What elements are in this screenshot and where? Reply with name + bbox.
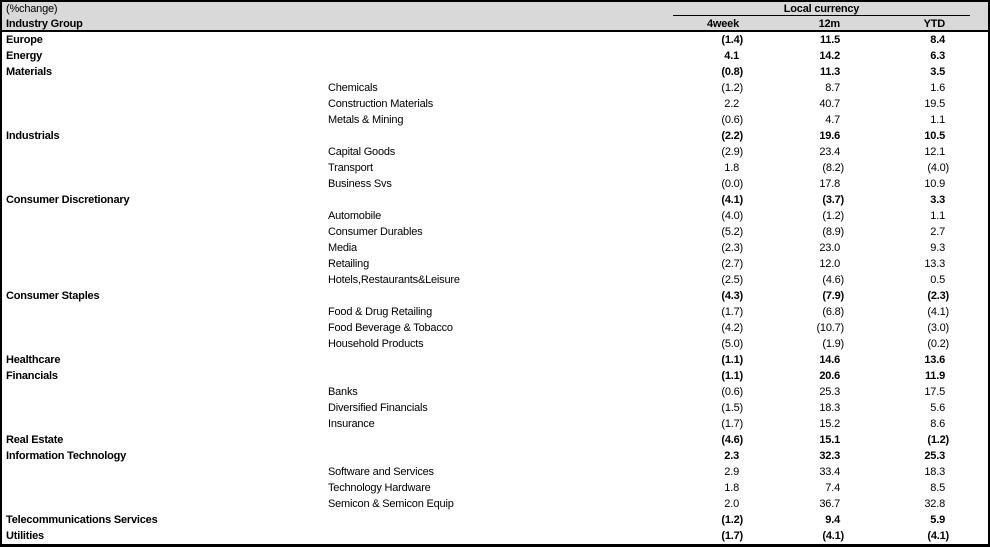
value-cell-12m: 36.7 [819, 498, 840, 510]
table-row [2, 512, 988, 528]
header-spacer [953, 17, 988, 32]
value-cell-4week: (4.3) [721, 290, 743, 302]
table-row [2, 80, 988, 96]
row-spacer [953, 128, 988, 144]
value-cell-ytd: 25.3 [924, 450, 945, 462]
value-cell-4week: (2.5) [721, 274, 743, 286]
value-cell-4week: (4.2) [721, 322, 743, 334]
table-row [2, 112, 988, 128]
industry-group-cell: Telecommunications Services [6, 514, 158, 526]
value-cell-ytd: 10.5 [924, 130, 945, 142]
row-spacer [953, 96, 988, 112]
sub-industry-cell: Automobile [328, 210, 382, 222]
value-cell-4week: (2.9) [721, 146, 743, 158]
sub-industry-cell: Hotels,Restaurants&Leisure [328, 274, 460, 286]
value-cell-ytd: 8.6 [930, 418, 945, 430]
table-body [2, 32, 988, 544]
sub-industry-cell: Semicon & Semicon Equip [328, 498, 454, 510]
local-currency-group-header [673, 2, 970, 16]
sub-industry-cell: Technology Hardware [328, 482, 431, 494]
value-cell-ytd: 9.3 [930, 242, 945, 254]
table-row [2, 176, 988, 192]
value-cell-4week: (1.7) [721, 306, 743, 318]
value-cell-12m: (6.8) [822, 306, 844, 318]
value-cell-4week: (5.2) [721, 226, 743, 238]
table-row [2, 416, 988, 432]
row-spacer [953, 368, 988, 384]
table-row [2, 160, 988, 176]
value-cell-ytd: 1.6 [930, 82, 945, 94]
value-cell-ytd: 1.1 [930, 210, 945, 222]
value-cell-12m: (1.2) [822, 210, 844, 222]
value-cell-ytd: 6.3 [930, 50, 945, 62]
value-cell-4week: (0.6) [721, 114, 743, 126]
sub-industry-cell: Retailing [328, 258, 370, 270]
value-cell-12m: 14.6 [819, 354, 840, 366]
value-cell-12m: 15.2 [819, 418, 840, 430]
value-cell-12m: 8.7 [825, 82, 840, 94]
row-spacer [953, 64, 988, 80]
industry-group-column-header: Industry Group [6, 18, 83, 30]
row-spacer [953, 112, 988, 128]
value-cell-12m: 11.5 [819, 34, 840, 46]
sub-industry-cell: Metals & Mining [328, 114, 404, 126]
sub-industry-cell: Capital Goods [328, 146, 396, 158]
sub-industry-cell: Household Products [328, 338, 424, 350]
table-row [2, 400, 988, 416]
table-row [2, 528, 988, 544]
value-cell-ytd: 0.5 [930, 274, 945, 286]
value-cell-4week: 2.0 [724, 498, 739, 510]
row-spacer [953, 176, 988, 192]
industry-group-cell: Consumer Staples [6, 290, 100, 302]
value-cell-12m: 23.0 [819, 242, 840, 254]
value-cell-12m: 14.2 [819, 50, 840, 62]
industry-group-cell: Utilities [6, 530, 44, 542]
row-spacer [953, 400, 988, 416]
table-row [2, 48, 988, 64]
value-cell-12m: 20.6 [819, 370, 840, 382]
row-spacer [953, 144, 988, 160]
value-cell-12m: 18.3 [819, 402, 840, 414]
row-spacer [953, 272, 988, 288]
value-cell-12m: 11.3 [819, 66, 840, 78]
value-cell-12m: 4.7 [825, 114, 840, 126]
value-cell-12m: (7.9) [822, 290, 844, 302]
table-row [2, 128, 988, 144]
sub-industry-cell: Construction Materials [328, 98, 434, 110]
value-cell-ytd: 5.9 [930, 514, 945, 526]
value-cell-ytd: 3.3 [930, 194, 945, 206]
percent-change-label: (%change) [6, 3, 58, 15]
value-cell-ytd: (1.2) [927, 434, 949, 446]
value-cell-ytd: 1.1 [930, 114, 945, 126]
value-cell-ytd: 8.4 [930, 34, 945, 46]
table-header [2, 2, 988, 32]
column-header-12m: 12m [818, 18, 840, 30]
value-cell-4week: 2.9 [724, 466, 739, 478]
sub-industry-cell: Food Beverage & Tobacco [328, 322, 453, 334]
value-cell-12m: (4.6) [822, 274, 844, 286]
row-spacer [953, 32, 988, 48]
sub-industry-cell: Diversified Financials [328, 402, 428, 414]
value-cell-12m: 15.1 [819, 434, 840, 446]
value-cell-ytd: 8.5 [930, 482, 945, 494]
row-spacer [953, 464, 988, 480]
column-header-4week: 4week [706, 18, 739, 30]
value-cell-12m: 40.7 [819, 98, 840, 110]
row-spacer [953, 160, 988, 176]
value-cell-ytd: 18.3 [924, 466, 945, 478]
value-cell-4week: 4.1 [724, 50, 739, 62]
value-cell-ytd: 19.5 [924, 98, 945, 110]
table-row [2, 464, 988, 480]
row-spacer [953, 496, 988, 512]
value-cell-ytd: (2.3) [927, 290, 949, 302]
value-cell-12m: 23.4 [819, 146, 840, 158]
value-cell-4week: 1.8 [724, 482, 739, 494]
industry-group-cell: Healthcare [6, 354, 61, 366]
sub-industry-cell: Food & Drug Retailing [328, 306, 433, 318]
value-cell-12m: 32.3 [819, 450, 840, 462]
value-cell-4week: (2.2) [721, 130, 743, 142]
value-cell-12m: (10.7) [816, 322, 844, 334]
value-cell-4week: (4.0) [721, 210, 743, 222]
table-row [2, 480, 988, 496]
value-cell-4week: (2.3) [721, 242, 743, 254]
table-row [2, 64, 988, 80]
row-spacer [953, 208, 988, 224]
industry-group-cell: Energy [6, 50, 43, 62]
table-row [2, 144, 988, 160]
value-cell-12m: 12.0 [819, 258, 840, 270]
sub-industry-cell: Banks [328, 386, 358, 398]
table-row [2, 256, 988, 272]
local-currency-label: Local currency [783, 3, 860, 15]
value-cell-12m: (8.9) [822, 226, 844, 238]
value-cell-12m: 9.4 [825, 514, 840, 526]
value-cell-ytd: 13.3 [924, 258, 945, 270]
table-row [2, 224, 988, 240]
value-cell-12m: (3.7) [822, 194, 844, 206]
table-row [2, 432, 988, 448]
row-spacer [953, 256, 988, 272]
value-cell-4week: (4.6) [721, 434, 743, 446]
table-row [2, 496, 988, 512]
value-cell-4week: (0.8) [721, 66, 743, 78]
sub-industry-cell: Transport [328, 162, 373, 174]
industry-group-cell: Real Estate [6, 434, 64, 446]
value-cell-ytd: (3.0) [927, 322, 949, 334]
row-spacer [953, 240, 988, 256]
value-cell-12m: 33.4 [819, 466, 840, 478]
table-row [2, 192, 988, 208]
value-cell-4week: (4.1) [721, 194, 743, 206]
value-cell-12m: (1.9) [822, 338, 844, 350]
value-cell-4week: (1.2) [721, 514, 743, 526]
value-cell-ytd: 11.9 [924, 370, 945, 382]
table-row [2, 448, 988, 464]
row-spacer [953, 304, 988, 320]
value-cell-4week: 2.2 [724, 98, 739, 110]
industry-group-cell: Industrials [6, 130, 60, 142]
row-spacer [953, 336, 988, 352]
row-spacer [953, 224, 988, 240]
sub-industry-cell: Consumer Durables [328, 226, 423, 238]
value-cell-ytd: 5.6 [930, 402, 945, 414]
value-cell-4week: (0.6) [721, 386, 743, 398]
value-cell-12m: 19.6 [819, 130, 840, 142]
row-spacer [953, 288, 988, 304]
industry-group-cell: Financials [6, 370, 58, 382]
row-spacer [953, 512, 988, 528]
table-row [2, 96, 988, 112]
table-row [2, 32, 988, 48]
value-cell-4week: (2.7) [721, 258, 743, 270]
table-header-row-top [2, 2, 988, 17]
table-row [2, 304, 988, 320]
value-cell-ytd: 12.1 [924, 146, 945, 158]
row-spacer [953, 384, 988, 400]
value-cell-ytd: (4.1) [927, 530, 949, 542]
table-row [2, 208, 988, 224]
value-cell-4week: 1.8 [724, 162, 739, 174]
value-cell-4week: (1.7) [721, 418, 743, 430]
row-spacer [953, 416, 988, 432]
row-spacer [953, 48, 988, 64]
value-cell-4week: (1.7) [721, 530, 743, 542]
sub-industry-cell: Software and Services [328, 466, 434, 478]
table-row [2, 240, 988, 256]
value-cell-ytd: (0.2) [927, 338, 949, 350]
value-cell-4week: (5.0) [721, 338, 743, 350]
value-cell-12m: 7.4 [825, 482, 840, 494]
table-row [2, 352, 988, 368]
value-cell-ytd: (4.0) [927, 162, 949, 174]
table-row [2, 272, 988, 288]
row-spacer [953, 320, 988, 336]
value-cell-12m: (4.1) [822, 530, 844, 542]
value-cell-ytd: 3.5 [930, 66, 945, 78]
value-cell-ytd: 17.5 [924, 386, 945, 398]
value-cell-ytd: 2.7 [930, 226, 945, 238]
value-cell-12m: 25.3 [819, 386, 840, 398]
value-cell-12m: 17.8 [819, 178, 840, 190]
value-cell-4week: (1.5) [721, 402, 743, 414]
table-row [2, 368, 988, 384]
sub-industry-cell: Insurance [328, 418, 375, 430]
table-row [2, 384, 988, 400]
value-cell-4week: 2.3 [724, 450, 739, 462]
table-row [2, 288, 988, 304]
table-row [2, 320, 988, 336]
value-cell-12m: (8.2) [822, 162, 844, 174]
value-cell-4week: (0.0) [721, 178, 743, 190]
industry-group-cell: Information Technology [6, 450, 127, 462]
column-header-ytd: YTD [923, 18, 945, 30]
value-cell-ytd: 32.8 [924, 498, 945, 510]
row-spacer [953, 480, 988, 496]
industry-group-cell: Consumer Discretionary [6, 194, 130, 206]
row-spacer [953, 80, 988, 96]
value-cell-ytd: 10.9 [924, 178, 945, 190]
value-cell-ytd: (4.1) [927, 306, 949, 318]
table-row [2, 336, 988, 352]
value-cell-4week: (1.2) [721, 82, 743, 94]
row-spacer [953, 432, 988, 448]
row-spacer [953, 528, 988, 544]
value-cell-ytd: 13.6 [924, 354, 945, 366]
sub-industry-cell: Media [328, 242, 357, 254]
value-cell-4week: (1.1) [721, 354, 743, 366]
row-spacer [953, 448, 988, 464]
value-cell-4week: (1.4) [721, 34, 743, 46]
industry-group-cell: Europe [6, 34, 43, 46]
sub-industry-cell: Chemicals [328, 82, 378, 94]
sub-industry-cell: Business Svs [328, 178, 392, 190]
industry-group-cell: Materials [6, 66, 52, 78]
row-spacer [953, 192, 988, 208]
table-header-row-columns [2, 17, 988, 32]
row-spacer [953, 352, 988, 368]
value-cell-4week: (1.1) [721, 370, 743, 382]
